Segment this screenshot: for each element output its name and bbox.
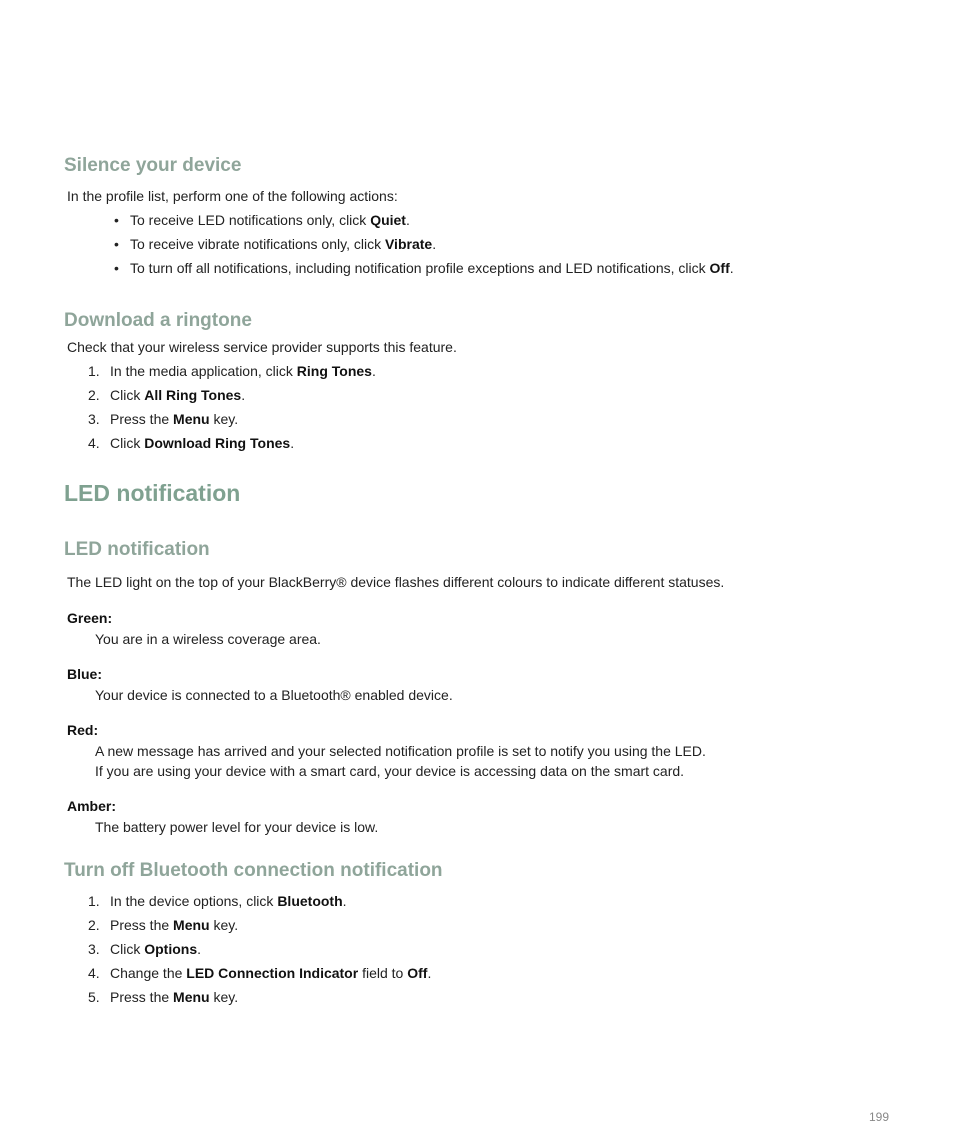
silence-options-list (112, 210, 734, 282)
led-term-amber: Amber: (67, 798, 117, 814)
step-item: 2. Press the Menu key. (88, 917, 239, 933)
led-term-green: Green: (67, 610, 113, 626)
step-item: 1. In the device options, click Bluetooth. (88, 893, 347, 909)
bluetooth-steps-list (88, 891, 431, 1011)
page-number: 199 (869, 1110, 890, 1124)
step-item: 4. Change the LED Connection Indicator field to Off. (88, 965, 432, 981)
led-term-blue: Blue: (67, 666, 102, 682)
section-heading-led: LED notification (64, 539, 210, 560)
step-item: 5. Press the Menu key. (88, 989, 239, 1005)
list-item: • To receive LED notifications only, click Quiet. (112, 210, 734, 234)
section-heading-ringtone: Download a ringtone (64, 310, 252, 331)
silence-intro: In the profile list, perform one of the following actions: (67, 188, 398, 204)
step-item: 4. Click Download Ring Tones. (88, 435, 295, 451)
step-item: 1. In the media application, click Ring Tones. (88, 363, 376, 379)
led-definition-blue: Your device is connected to a Bluetooth® enabled device. (95, 687, 453, 703)
step-item: 3. Press the Menu key. (88, 411, 239, 427)
step-item: 2. Click All Ring Tones. (88, 387, 246, 403)
ringtone-intro: Check that your wireless service provider supports this feature. (67, 339, 457, 355)
led-definition-green: You are in a wireless coverage area. (95, 631, 321, 647)
chapter-title-led: LED notification (64, 480, 241, 506)
led-definition-amber: The battery power level for your device is low. (95, 819, 379, 835)
ringtone-steps-list (88, 361, 376, 457)
led-definition-red-line1: A new message has arrived and your selected notification profile is set to notify you using the LED. (95, 743, 706, 759)
list-item: • To receive vibrate notifications only, click Vibrate. (112, 234, 734, 258)
section-heading-silence: Silence your device (64, 155, 242, 176)
led-term-red: Red: (67, 722, 99, 738)
list-item: • To turn off all notifications, including notification profile exceptions and LED notifications, click Off. (112, 258, 734, 282)
led-definition-red-line2: If you are using your device with a smart card, your device is accessing data on the smart card. (95, 763, 685, 779)
step-item: 3. Click Options. (88, 941, 202, 957)
section-heading-bluetooth: Turn off Bluetooth connection notification (64, 860, 443, 881)
led-intro: The LED light on the top of your BlackBerry® device flashes different colours to indicate different statuses. (67, 574, 725, 590)
